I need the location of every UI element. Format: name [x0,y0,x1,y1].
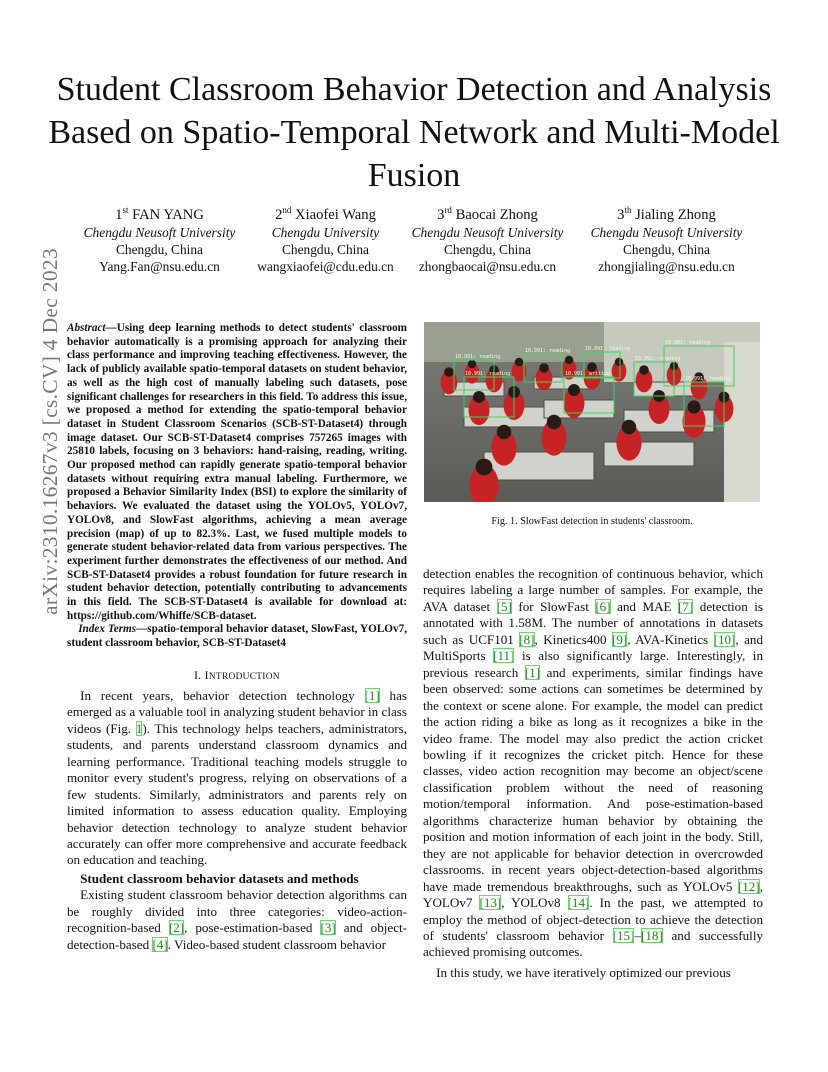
abstract-text: —Using deep learning methods to detect students' classroom behavior automatically is a promising approach for analyzing their class performance and improving teaching effectiveness. However, the lack of publicly available spatio-temporal datasets on student behavior, as well as the high cost of manually labeling such datasets, pose significant challenges for researchers in this field. To address this issue, we proposed a method for extending the spatio-temporal behavior dataset in Student Classroom Scenarios (SCB-ST-Dataset4) through image dataset. Our SCB-ST-Dataset4 comprises 757265 images with 25810 labels, focusing on 3 behaviors: hand-raising, reading, writing. Our proposed method can rapidly generate spatio-temporal behavior datasets without requiring extra manual labeling. Furthermore, we proposed a Behavior Similarity Index (BSI) to explore the similarity of behaviors. We evaluated the dataset using the YOLOv5, YOLOv7, YOLOv8, and SlowFast algorithms, achieving a mean average precision (map) of up to 82.3%. Last, we fused multiple models to generate student behavior-related data from various perspectives. The experiment further demonstrates the effectiveness of our method. And SCB-ST-Dataset4 provides a robust foundation for future research in student behavior detection, potentially contributing to advancements in this field. The SCB-ST-Dataset4 is available for download at: https://github.com/Whiffe/SCB-dataset. [67,322,407,622]
author-affiliation: Chengdu Neusoft University [590,224,743,240]
detection-label: 10.991: writing [565,371,611,377]
citation-link[interactable]: 1 [135,720,143,736]
citation-link[interactable]: [15] [612,927,635,943]
author-name: FAN YANG [128,206,204,223]
right-column [423,566,763,981]
author-email: zhongbaocai@nsu.edu.cn [418,258,557,274]
student-head [444,367,454,377]
author-name: Xiaofei Wang [291,206,376,223]
classroom-figure [424,322,760,502]
citation-link[interactable]: [11] [493,648,515,664]
student-head [639,365,649,375]
detection-label: 10.991: reading [635,356,681,362]
section-heading: I. INTRODUCTION [194,668,280,682]
student-head [622,420,636,434]
author-email: zhongjialing@nsu.edu.cn [598,258,735,274]
citation-link[interactable]: [7] [678,598,694,614]
author-name: Baocai Zhong [451,206,538,223]
citation-link[interactable]: [9] [611,631,628,647]
author-affiliation: Chengdu Neusoft University [411,224,564,240]
author-1: 1st FAN YANG Chengdu Neusoft University Chengdu, China Yang.Fan@nsu.edu.cn [72,202,247,275]
citation-link[interactable]: [14] [567,895,590,911]
student-head [515,358,523,366]
citation-link[interactable]: [5] [496,598,512,614]
detection-label: 10.991: reading [525,348,571,354]
student-head [687,400,700,413]
student-head [615,358,623,366]
detection-label: 10.991: reading [685,376,731,382]
author-affiliation: Chengdu University [271,224,380,240]
citation-link[interactable]: [10] [713,631,736,647]
index-terms-text: —spatio-temporal behavior dataset, SlowFast, YOLOv7, student classroom behavior, SCB-ST-Dataset4 [67,623,407,650]
citation-link[interactable]: [1] [524,664,541,680]
student-head [476,459,493,476]
author-4: 3th Jialing Zhong Chengdu Neusoft University Chengdu, China zhongjialing@nsu.edu.cn [579,202,754,275]
intro-paragraph-2: Existing student classroom behavior detection algorithms can be roughly divided into three categories: video-action-recognition-based [2], pose-estimation-based [3] and object-detection-based [4]. Video-based student classroom behavior [67,887,408,952]
author-location: Chengdu, China [115,241,204,257]
index-terms-label: Index Terms [78,623,137,636]
citation-link[interactable]: [13] [479,895,502,911]
citation-link[interactable]: [2] [168,920,185,936]
citation-link[interactable]: [12] [737,878,760,894]
citation-link[interactable]: [3] [320,920,336,936]
author-name: Jialing Zhong [631,206,716,223]
student-head [547,415,561,429]
index-terms [67,623,407,650]
right-window [724,342,760,502]
detection-label: 10.991: reading [455,354,501,360]
student-head [568,384,580,396]
intro-paragraph-3: detection enables the recognition of continuous behavior, which requires labeling a large number of samples. For example, the AVA dataset [5] for SlowFast [6] and MAE [7] detection is annotated with 1.58M. The number of annotations in datasets such as UCF101 [8], Kinetics400 [9], AVA-Kinetics [10], and MultiSports [11] is also significantly large. Interestingly, in previous research [1] and experiments, similar findings have been observed: some actions can sometimes be determined by the context or scene alone. For example, the model can predict the action riding a bike as long as it recognizes a bike in the video frame. The model may also predict the action cricket bowling if it recognizes the cricket pitch. Hence for these classes, video action recognition may become an object/scene classification problem without the need of reasoning motion/temporal information. And pose-estimation-based algorithms characterize human behavior by obtaining the position and motion information of each joint in the body. Still, they are not applicable for behavior detection in overcrowded classrooms. in recent years object-detection-based algorithms have made tremendous breakthroughs, such as YOLOv5 [12], YOLOv7 [13], YOLOv8 [14]. In the past, we attempted to employ the method of object-detection to achieve the detection of students' classroom behavior [15]–[18] and successfully achieved promising outcomes. [423,566,764,960]
student-head [468,360,476,368]
intro-paragraph-4: In this study, we have iteratively optimized our previous [436,964,731,980]
author-2: 2nd Xiaofei Wang Chengdu University Chengdu, China wangxiaofei@cdu.edu.cn [238,202,413,275]
author-email: Yang.Fan@nsu.edu.cn [99,258,220,274]
citation-link[interactable]: [6] [595,598,611,614]
abstract-label: Abstract [67,322,106,334]
citation-link[interactable]: [8] [519,631,535,647]
arxiv-identifier: arXiv:2310.16267v3 [cs.CV] 4 Dec 2023 [38,248,62,615]
citation-link[interactable]: [1] [364,687,380,703]
student-head [473,391,485,403]
left-column [67,322,407,953]
paper-title: Student Classroom Behavior Detection and Analysis Based on Spatio-Temporal Network and Multi-Model Fusion [48,71,780,194]
figure-caption: Fig. 1. SlowFast detection in students' classroom. [491,516,693,527]
author-email: wangxiaofei@cdu.edu.cn [257,258,394,274]
student-head [497,425,511,439]
detection-label: 10.991: reading [665,340,711,346]
detection-label: 10.991: reading [585,346,631,352]
detection-label: 10.991: reading [465,371,511,377]
subsection-heading: Student classroom behavior datasets and methods [80,870,359,886]
author-location: Chengdu, China [281,241,370,257]
author-3: 3rd Baocai Zhong Chengdu Neusoft University Chengdu, China zhongbaocai@nsu.edu.cn [400,202,575,275]
intro-paragraph-1: In recent years, behavior detection technology [1] has emerged as a valuable tool in analyzing student behavior in class videos (Fig. 1). This technology helps teachers, administrators, students, and parents understand classroom dynamics and learning performance. Traditional teaching models struggle to monitor every student's progress, relying on observations of a few students. Similarly, administrators and parents rely on limited information to assess education quality. Employing behavior detection technology to analyze student behavior accurately can offer more comprehensive and accurate feedback on education and teaching. [67,687,408,868]
citation-link[interactable]: [4] [152,936,168,952]
author-location: Chengdu, China [622,241,711,257]
student-head [539,363,549,373]
student-head [565,356,573,364]
author-affiliation: Chengdu Neusoft University [83,224,236,240]
author-location: Chengdu, China [443,241,532,257]
abstract [67,322,407,623]
citation-link[interactable]: [18] [641,927,663,943]
